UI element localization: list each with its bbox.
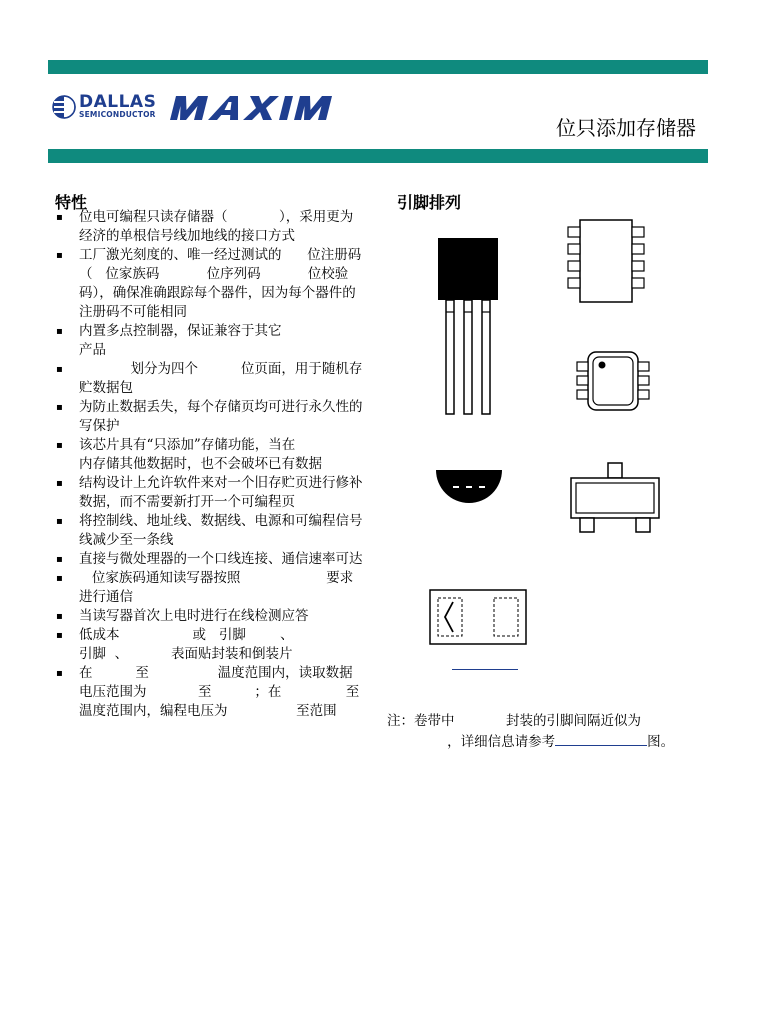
feature-item <box>55 208 365 246</box>
square-bullet-icon: ▪ <box>56 364 63 375</box>
feature-item <box>55 607 365 626</box>
feature-item <box>55 246 365 322</box>
feature-item <box>55 664 365 721</box>
square-bullet-icon: ▪ <box>56 402 63 413</box>
sot23-package-diagram <box>566 460 662 536</box>
feature-text: 划分为四个 位页面，用于随机存贮数据包 <box>79 361 363 396</box>
square-bullet-icon: ▪ <box>56 250 63 261</box>
square-bullet-icon: ▪ <box>56 630 63 641</box>
feature-text: 该芯片具有“只添加”存储功能，当在 内存储其他数据时，也不会破坏已有数据 <box>79 437 356 472</box>
feature-text: 位电可编程只读存储器（ ），采用更为经济的单根信号线加地线的接口方式 <box>79 209 354 244</box>
square-bullet-icon: ▪ <box>56 516 63 527</box>
to92-package-front-diagram <box>436 236 502 416</box>
package-reference-link[interactable] <box>452 669 518 670</box>
header-top-bar <box>48 60 708 74</box>
dallas-globe-icon <box>52 95 76 119</box>
feature-text: 低成本 或 引脚 、 引脚 、 表面贴封装和倒装片 <box>79 627 359 662</box>
feature-text: 在 至 温度范围内，读取数据电压范围为 至 ；在 至温度范围内，编程电压为 至范围 <box>79 665 360 719</box>
feature-text: 将控制线、地址线、数据线、电源和可编程信号线减少至一条线 <box>79 513 363 548</box>
features-heading: 特性 <box>55 193 88 212</box>
maxim-logo <box>164 96 354 122</box>
square-bullet-icon: ▪ <box>56 611 63 622</box>
to92-package-bottom-diagram <box>434 456 504 526</box>
square-bullet-icon: ▪ <box>56 478 63 489</box>
dallas-wordmark: DALLAS <box>79 92 157 112</box>
feature-item <box>55 360 365 398</box>
feature-text: 结构设计上允许软件来对一个旧存贮页进行修补数据，而不需要新打开一个可编程页 <box>79 475 363 510</box>
dallas-subtitle: SEMICONDUCTOR <box>79 110 156 119</box>
feature-item <box>55 626 365 664</box>
square-bullet-icon: ▪ <box>56 668 63 679</box>
flip-chip-package-diagram <box>428 588 528 646</box>
feature-text: 为防止数据丢失，每个存储页均可进行永久性的写保护 <box>79 399 363 434</box>
pinout-note-text: 注：卷带中 封装的引脚间隔近似为 ，详细信息请参考 <box>387 713 641 750</box>
feature-item <box>55 550 365 569</box>
feature-item <box>55 322 368 360</box>
square-bullet-icon: ▪ <box>56 573 63 584</box>
feature-item <box>55 569 365 607</box>
square-bullet-icon: ▪ <box>56 212 63 223</box>
feature-text: 工厂激光刻度的、唯一经过测试的 位注册码（ 位家族码 位序列码 位校验码），确保准确跟踪每个器件，因为每个器件的注册码不可能相同 <box>79 247 362 320</box>
feature-item <box>55 398 365 436</box>
feature-text: 当读写器首次上电时进行在线检测应答 <box>79 608 309 624</box>
feature-item <box>55 474 365 512</box>
pinout-note-suffix: 图。 <box>647 734 675 750</box>
note-reference-link[interactable] <box>555 731 647 746</box>
feature-text: 位家族码通知读写器按照 要求进行通信 <box>79 570 354 605</box>
feature-text: 内置多点控制器，保证兼容于其它 产品 <box>79 323 368 358</box>
feature-text: 直接与微处理器的一个口线连接、通信速率可达 <box>79 551 363 567</box>
pinout-note <box>387 711 717 752</box>
square-bullet-icon: ▪ <box>56 326 63 337</box>
page-title: 位只添加存储器 <box>556 116 696 140</box>
soic-8-package-diagram <box>564 216 648 306</box>
feature-item <box>55 512 365 550</box>
square-bullet-icon: ▪ <box>56 440 63 451</box>
header-bottom-bar <box>48 149 708 163</box>
tsoc-package-diagram <box>574 348 654 414</box>
feature-item <box>55 436 365 474</box>
features-list <box>55 208 368 721</box>
pinout-heading: 引脚排列 <box>397 193 462 212</box>
square-bullet-icon: ▪ <box>56 554 63 565</box>
